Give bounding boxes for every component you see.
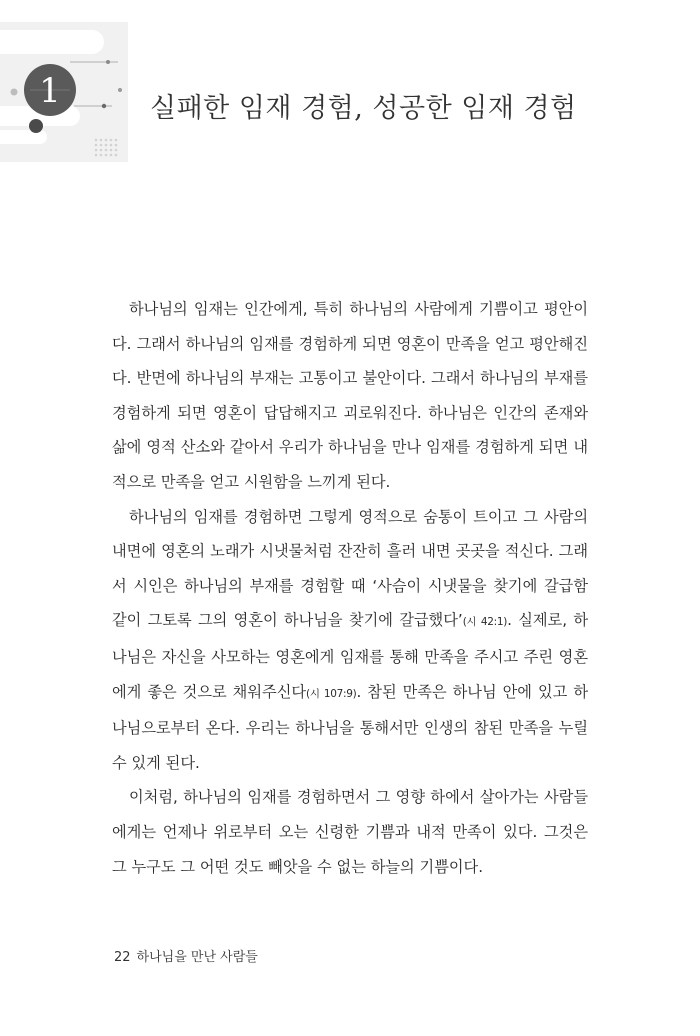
paragraph-1: 하나님의 임재는 인간에게, 특히 하나님의 사람에게 기쁨이고 평안이다. 그래서 하나님의 임재를 경험하게 되면 영혼이 만족을 얻고 평안해진다. 반면에 하나님의 부재는 고통이고 불안이다. 그래서 하나님의 부재를 경험하게 되면 영혼이 답답해지고 괴로워진다. 하나님은 인간의 존재와 삶에 영적 산소와 같아서 우리가 하나님을 만나 임재를 경험하게 되면 내적으로 만족을 얻고 시원함을 느끼게 된다.: [112, 300, 588, 491]
emblem-swoosh-small: [0, 130, 47, 144]
emblem-swoosh-top: [0, 30, 104, 54]
emblem-dot-light: [11, 89, 18, 96]
scripture-citation: (시 107:9): [306, 687, 357, 700]
paragraph-2-part-1: 하나님의 임재를 경험하면 그렇게 영적으로 숨통이 트이고 그 사람의 내면에 영혼의 노래가 시냇물처럼 잔잔히 흘러 내면 곳곳을 적신다. 그래서 시인은 하나님의 부재를 경험할 때 ‘사슴이 시냇물을 찾기에 갈급함 같이 그토록 그의 영혼이 하나님을 찾기에 갈급했다’: [112, 507, 588, 630]
emblem-dot-lower: [102, 104, 106, 108]
page-number: 22: [114, 950, 131, 965]
emblem-graphic: [0, 22, 128, 162]
body-text: [112, 292, 588, 884]
emblem-dot-dark: [29, 119, 43, 133]
chapter-emblem: [0, 22, 128, 162]
paragraph-2-part-2: . 실제로, 하나님은 자신을 사모하는 영혼에게 임재를 통해 만족을 주시고 주린 영혼에게 좋은 것으로 채워주신다: [112, 611, 589, 701]
emblem-dot-right: [118, 88, 122, 92]
scripture-citation: (시 42:1): [462, 616, 508, 629]
emblem-dot-upper: [106, 60, 110, 64]
chapter-number: 1: [39, 71, 61, 111]
book-title: 하나님을 만난 사람들: [136, 950, 258, 965]
paragraph-2-part-3: . 참된 만족은 하나님 안에 있고 하나님으로부터 온다. 우리는 하나님을 통해서만 인생의 참된 만족을 누릴 수 있게 된다.: [112, 682, 588, 772]
page-footer: [114, 946, 258, 965]
paragraph-3: 이처럼, 하나님의 임재를 경험하면서 그 영향 하에서 살아가는 사람들에게는 언제나 위로부터 오는 신령한 기쁨과 내적 만족이 있다. 그것은 그 누구도 그 어떤 것도 빼앗을 수 없는 하늘의 기쁨이다.: [112, 788, 588, 876]
chapter-title: 실패한 임재 경험, 성공한 임재 경험: [150, 93, 577, 124]
paragraph-2: [112, 500, 588, 781]
